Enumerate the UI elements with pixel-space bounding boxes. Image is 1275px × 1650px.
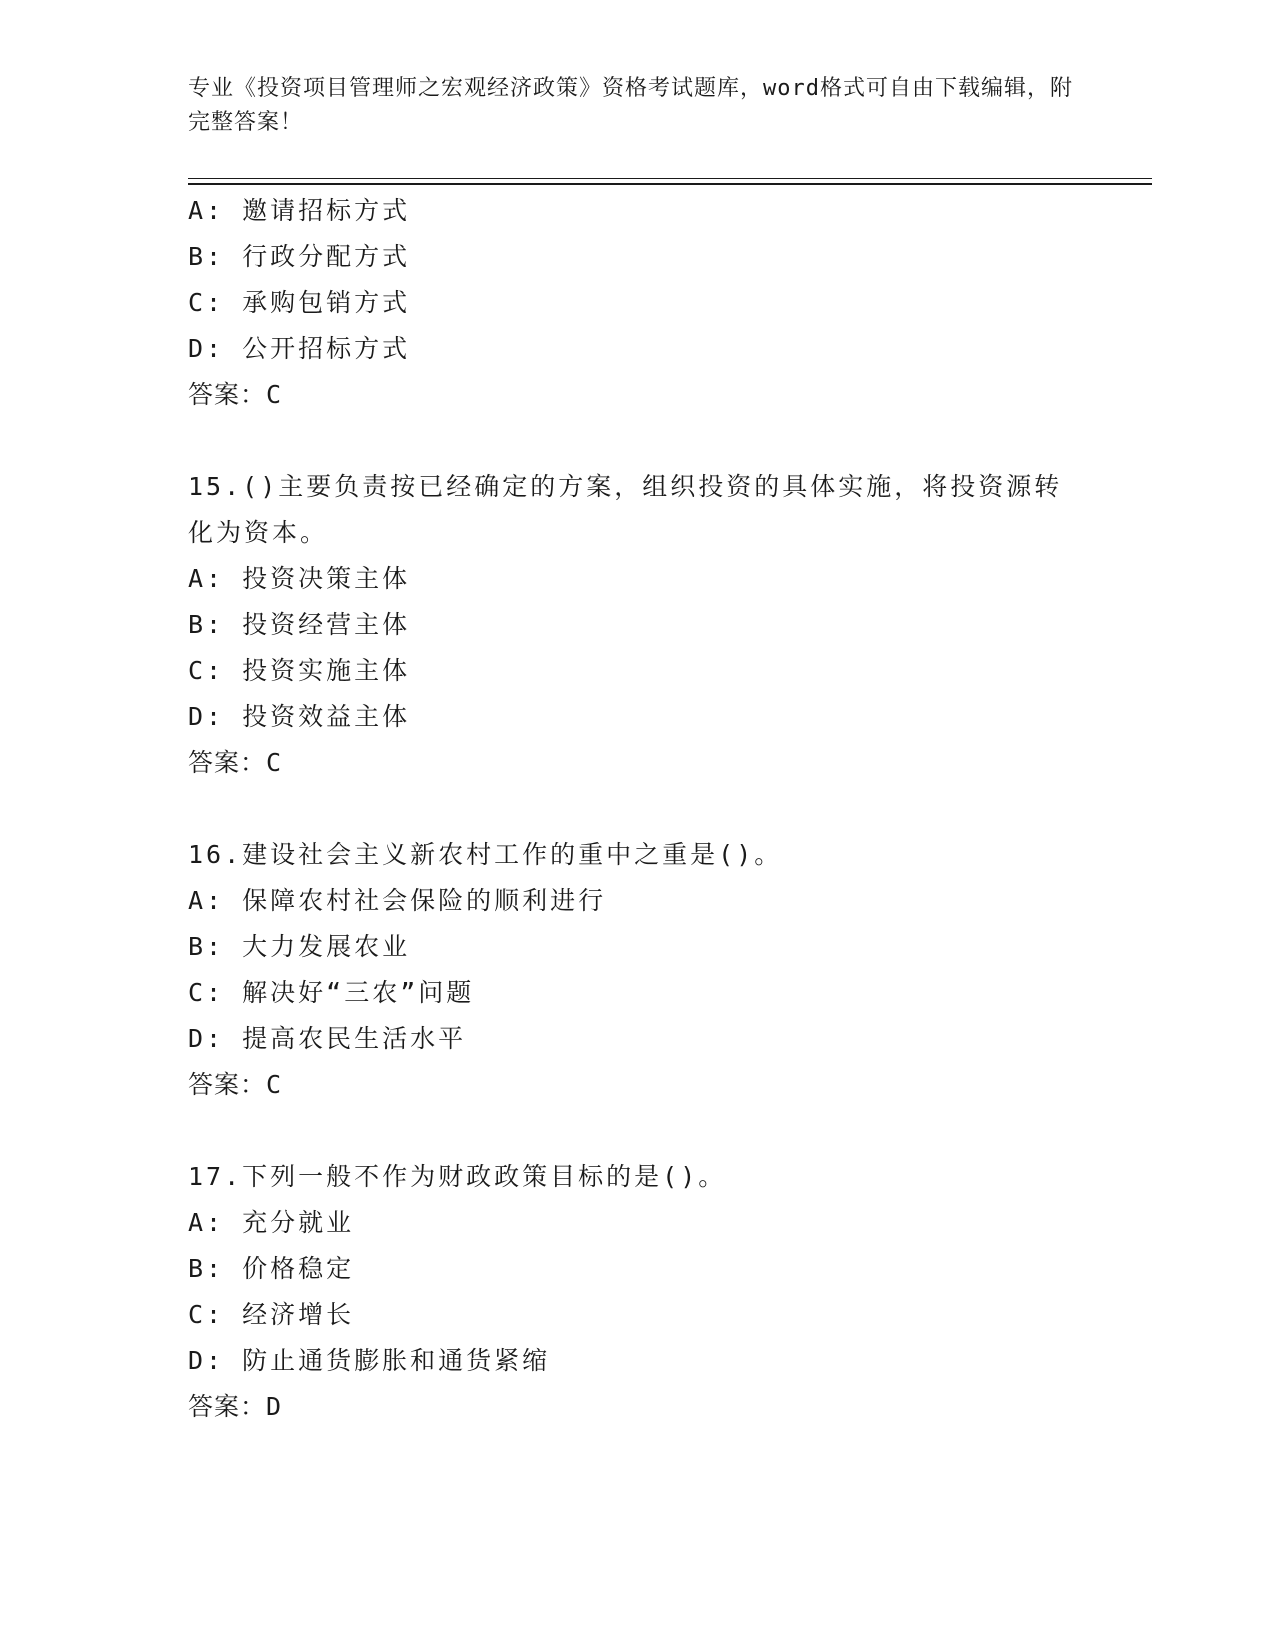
option-letter: C: xyxy=(188,1300,225,1329)
option-c xyxy=(188,1292,1088,1338)
option-text: 解决好“三农”问题 xyxy=(242,978,475,1007)
option-text: 价格稳定 xyxy=(242,1254,355,1283)
option-text: 投资效益主体 xyxy=(242,702,411,731)
option-letter: A: xyxy=(188,1208,225,1237)
question-text-line-1: 16.建设社会主义新农村工作的重中之重是()。 xyxy=(188,840,783,869)
option-b xyxy=(188,924,1088,970)
option-letter: B: xyxy=(188,242,225,271)
option-d xyxy=(188,1338,1088,1384)
answer-line: 答案：C xyxy=(188,748,283,777)
option-text: 投资实施主体 xyxy=(242,656,411,685)
option-letter: C: xyxy=(188,288,225,317)
option-a xyxy=(188,878,1088,924)
option-text: 公开招标方式 xyxy=(242,334,411,363)
question-16 xyxy=(188,832,1088,1108)
option-text: 经济增长 xyxy=(242,1300,355,1329)
answer-line: 答案：D xyxy=(188,1392,283,1421)
option-b xyxy=(188,234,1088,280)
option-text: 保障农村社会保险的顺利进行 xyxy=(242,886,607,915)
option-letter: B: xyxy=(188,932,225,961)
option-letter: D: xyxy=(188,1346,225,1375)
option-a xyxy=(188,188,1088,234)
question-15 xyxy=(188,464,1088,786)
option-letter: A: xyxy=(188,196,225,225)
option-b xyxy=(188,1246,1088,1292)
option-letter: C: xyxy=(188,656,225,685)
question-text-line-1: 15.()主要负责按已经确定的方案，组织投资的具体实施，将投资源转 xyxy=(188,472,1063,501)
option-text: 投资决策主体 xyxy=(242,564,411,593)
header-rule-thin xyxy=(188,178,1152,179)
option-letter: D: xyxy=(188,1024,225,1053)
header-rule-thick xyxy=(188,183,1152,185)
option-c xyxy=(188,648,1088,694)
option-text: 防止通货膨胀和通货紧缩 xyxy=(242,1346,551,1375)
question-text-line-2: 化为资本。 xyxy=(188,518,329,547)
option-text: 邀请招标方式 xyxy=(242,196,411,225)
option-c xyxy=(188,970,1088,1016)
option-c xyxy=(188,280,1088,326)
answer-line: 答案：C xyxy=(188,1070,283,1099)
option-letter: C: xyxy=(188,978,225,1007)
option-text: 承购包销方式 xyxy=(242,288,411,317)
option-b xyxy=(188,602,1088,648)
option-a xyxy=(188,1200,1088,1246)
option-text: 投资经营主体 xyxy=(242,610,411,639)
question-text-line-1: 17.下列一般不作为财政政策目标的是()。 xyxy=(188,1162,727,1191)
option-a xyxy=(188,556,1088,602)
option-text: 行政分配方式 xyxy=(242,242,411,271)
question-partial xyxy=(188,188,1088,418)
option-letter: A: xyxy=(188,886,225,915)
option-text: 提高农民生活水平 xyxy=(242,1024,467,1053)
option-d xyxy=(188,1016,1088,1062)
answer-line: 答案：C xyxy=(188,380,283,409)
option-letter: D: xyxy=(188,334,225,363)
option-letter: B: xyxy=(188,610,225,639)
question-17 xyxy=(188,1154,1088,1430)
option-letter: D: xyxy=(188,702,225,731)
option-letter: A: xyxy=(188,564,225,593)
question-list xyxy=(188,188,1088,1430)
option-d xyxy=(188,694,1088,740)
option-text: 大力发展农业 xyxy=(242,932,411,961)
document-intro: 专业《投资项目管理师之宏观经济政策》资格考试题库，word格式可自由下载编辑，附完整答案！ xyxy=(188,76,1073,135)
option-letter: B: xyxy=(188,1254,225,1283)
option-d xyxy=(188,326,1088,372)
option-text: 充分就业 xyxy=(242,1208,355,1237)
